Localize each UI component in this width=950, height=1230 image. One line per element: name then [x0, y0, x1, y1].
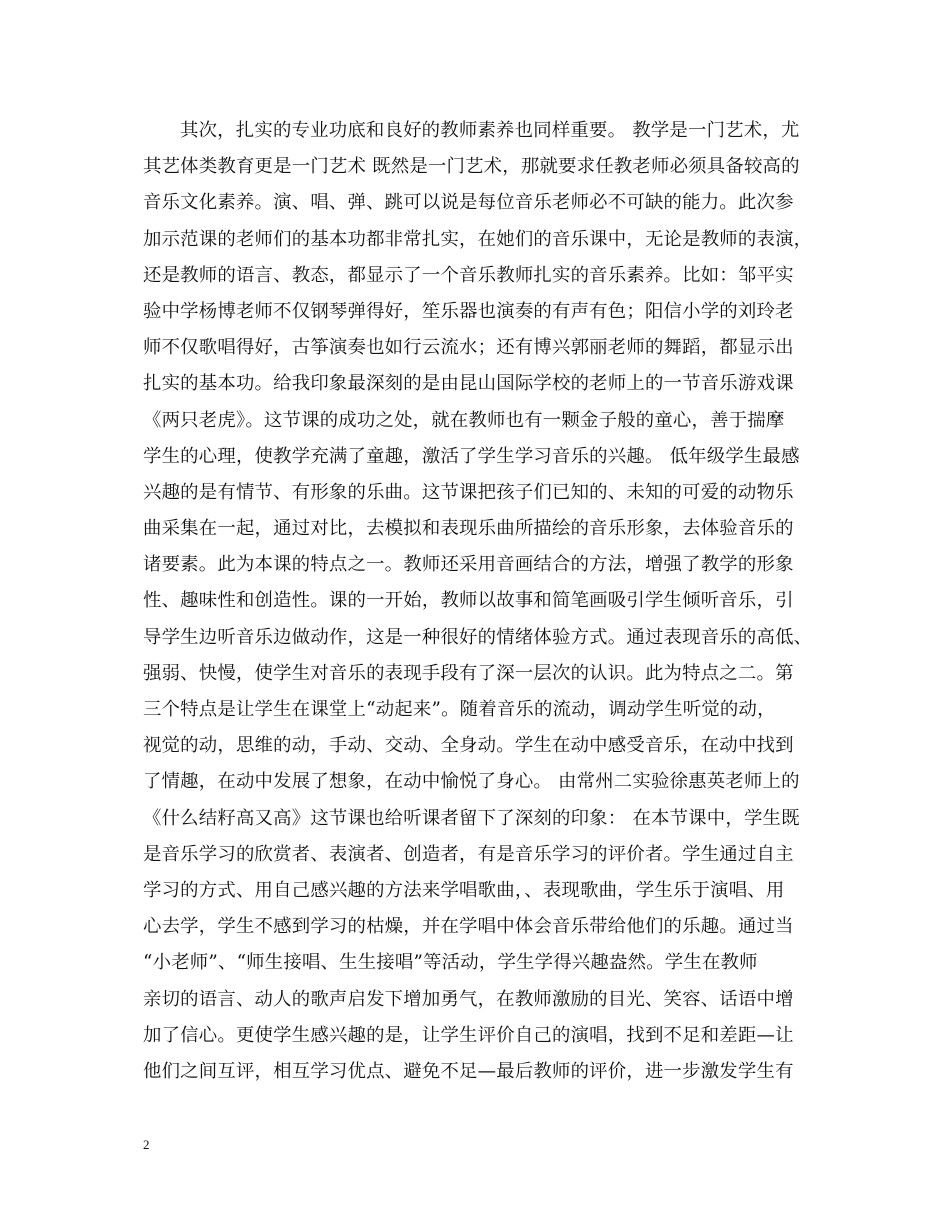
text-line: 视觉的动，思维的动，手动、交动、全身动。学生在动中感受音乐，在动中找到	[143, 735, 794, 757]
body-paragraph	[143, 113, 843, 1090]
text-line: 导学生边听音乐边做动作，这是一种很好的情绪体验方式。通过表现音乐的高低、	[143, 626, 813, 648]
text-line: 其次，扎实的专业功底和良好的教师素养也同样重要。 教学是一门艺术，尤	[180, 120, 800, 141]
page-number: 2	[143, 1137, 150, 1152]
text-line: 学习的方式、用自己感兴趣的方法来学唱歌曲，、表现歌曲，学生乐于演唱、用	[143, 879, 785, 901]
text-line: 性、趣味性和创造性。课的一开始，教师以故事和简笔画吸引学生倾听音乐，引	[143, 590, 794, 612]
text-line: 兴趣的是有情节、有形象的乐曲。这节课把孩子们已知的、未知的可爱的动物乐	[143, 481, 794, 503]
text-line: 学生的心理，使教学充满了童趣，激活了学生学习音乐的兴趣。 低年级学生最感	[143, 445, 800, 467]
text-line: 还是教师的语言、教态，都显示了一个音乐教师扎实的音乐素养。比如：邹平实	[143, 264, 794, 286]
text-line: 诸要素。此为本课的特点之一。教师还采用音画结合的方法，增强了教学的形象	[143, 554, 794, 576]
text-line: 了情趣，在动中发展了想象，在动中愉悦了身心。 由常州二实验徐惠英老师上的	[143, 771, 800, 793]
text-line: 验中学杨博老师不仅钢琴弹得好，笙乐器也演奏的有声有色；阳信小学的刘玲老	[143, 300, 794, 322]
text-line: 心去学，学生不感到学习的枯燥，并在学唱中体会音乐带给他们的乐趣。通过当	[143, 916, 794, 938]
text-line: 《什么结籽高又高》这节课也给听课者留下了深刻的印象： 在本节课中，学生既	[143, 807, 800, 829]
text-line: 三个特点是让学生在课堂上“动起来”。随着音乐的流动，调动学生听觉的动，	[143, 699, 776, 720]
text-line: 扎实的基本功。给我印象最深刻的是由昆山国际学校的老师上的一节音乐游戏课	[143, 373, 794, 395]
text-line: 亲切的语言、动人的歌声启发下增加勇气，在教师激励的目光、笑容、话语中增	[143, 988, 794, 1010]
text-line: 加了信心。更使学生感兴趣的是，让学生评价自己的演唱，找到不足和差距—让	[143, 1024, 794, 1046]
text-line: 强弱、快慢，使学生对音乐的表现手段有了深一层次的认识。此为特点之二。第	[143, 662, 794, 684]
text-line: 音乐文化素养。演、唱、弹、跳可以说是每位音乐老师必不可缺的能力。此次参	[143, 192, 794, 214]
text-line: 是音乐学习的欣赏者、表演者、创造者，有是音乐学习的评价者。学生通过自主	[143, 843, 794, 865]
text-line: “小老师”、“师生接唱、生生接唱”等活动，学生学得兴趣盎然。学生在教师	[143, 952, 758, 974]
text-line: 《两只老虎》。这节课的成功之处，就在教师也有一颗金子般的童心，善于揣摩	[143, 409, 785, 431]
text-line: 他们之间互评，相互学习优点、避免不足—最后教师的评价，进一步激发学生有	[143, 1060, 794, 1082]
text-line: 其艺体类教育更是一门艺术 既然是一门艺术，那就要求任教老师必须具备较高的	[143, 156, 800, 178]
text-line: 加示范课的老师们的基本功都非常扎实，在她们的音乐课中，无论是教师的表演，	[143, 228, 813, 250]
text-line: 师不仅歌唱得好，古筝演奏也如行云流水；还有博兴郭丽老师的舞蹈，都显示出	[143, 337, 794, 359]
text-line: 曲采集在一起，通过对比，去模拟和表现乐曲所描绘的音乐形象，去体验音乐的	[143, 518, 794, 540]
